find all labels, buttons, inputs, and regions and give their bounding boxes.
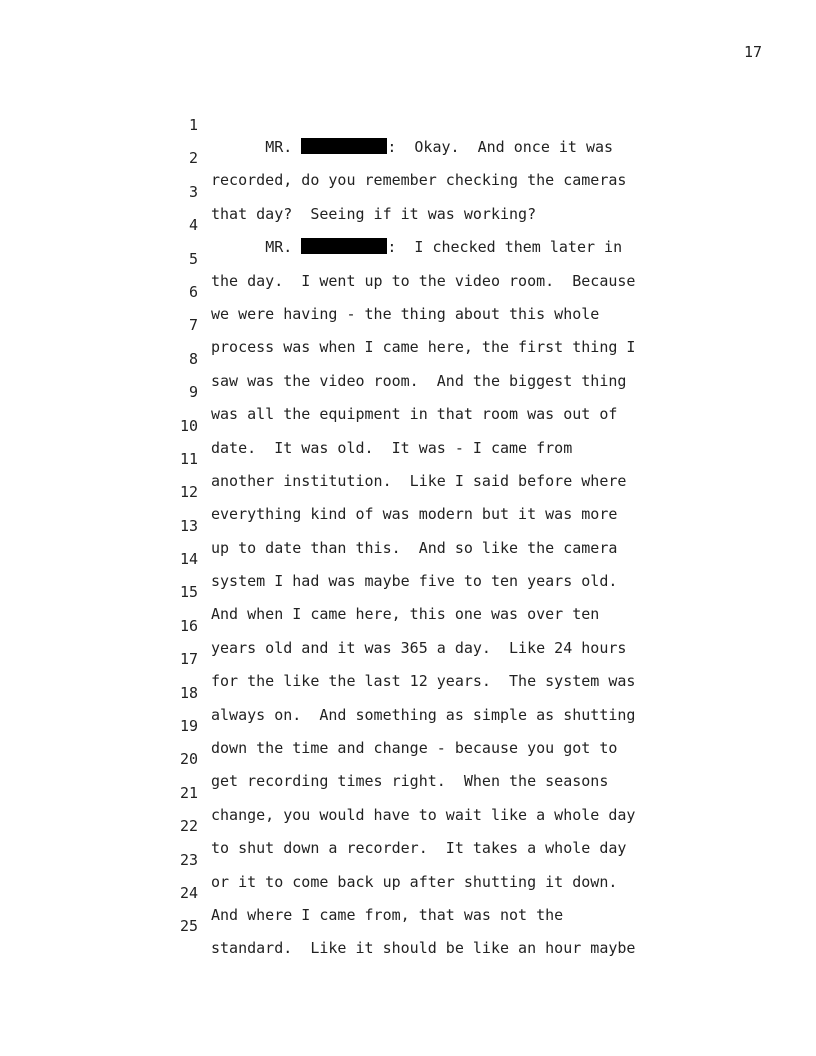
line-number: 7 <box>188 316 198 335</box>
transcript-line <box>0 726 816 791</box>
line-number: 22 <box>179 817 198 836</box>
line-text: always on. And something as simple as shutting <box>211 705 636 724</box>
line-number: 19 <box>179 717 198 736</box>
transcript-line <box>0 292 816 357</box>
transcript-line <box>0 793 816 858</box>
line-number: 23 <box>179 850 198 869</box>
transcript-line <box>0 559 816 624</box>
line-text: down the time and change - because you got to <box>211 739 618 758</box>
line-text: system I had was maybe five to ten years old. <box>211 572 618 591</box>
line-text: we were having - the thing about this whole <box>211 304 600 323</box>
page-number: 17 <box>743 43 762 61</box>
line-number: 9 <box>188 383 198 402</box>
transcript-line <box>0 359 816 424</box>
line-text: recorded, do you remember checking the cameras <box>211 171 627 190</box>
line-number: 2 <box>188 149 198 168</box>
line-text: get recording times right. When the seasons <box>211 772 609 791</box>
transcript-line <box>0 326 816 390</box>
transcript-line <box>0 693 816 758</box>
transcript-line <box>0 760 816 824</box>
line-text: years old and it was 365 a day. Like 24 hours <box>211 638 627 657</box>
line-number: 3 <box>188 182 198 201</box>
line-text: the day. I went up to the video room. Because <box>211 271 636 290</box>
line-text: to shut down a recorder. It takes a whole day <box>211 839 627 858</box>
line-number: 8 <box>188 349 198 368</box>
transcript-line <box>0 125 816 190</box>
transcript-line <box>0 259 816 323</box>
line-number: 4 <box>188 216 198 235</box>
transcript-line <box>0 827 816 891</box>
line-number: 20 <box>179 750 198 769</box>
line-number: 25 <box>179 917 198 936</box>
line-text: another institution. Like I said before where <box>211 471 627 490</box>
line-text: everything kind of was modern but it was more <box>211 505 618 524</box>
line-number: 1 <box>188 116 198 134</box>
transcript-line <box>0 393 816 457</box>
line-text: that day? Seeing if it was working? <box>211 204 537 223</box>
transcript-line <box>0 860 816 924</box>
line-text: saw was the video room. And the biggest thing <box>211 371 627 390</box>
line-content: : I checked them later in <box>387 238 623 257</box>
transcript-body <box>0 92 816 958</box>
transcript-line <box>0 626 816 691</box>
transcript-line <box>0 660 816 724</box>
speaker-prefix: MR. <box>265 138 293 156</box>
line-number: 14 <box>179 550 198 569</box>
line-number: 15 <box>179 583 198 602</box>
line-text: And when I came here, this one was over ten <box>211 605 600 624</box>
transcript-line <box>0 459 816 524</box>
transcript-line <box>0 426 816 490</box>
line-text: And where I came from, that was not the <box>211 905 564 924</box>
line-number: 17 <box>179 650 198 669</box>
line-number: 21 <box>179 783 198 802</box>
line-number: 6 <box>188 282 198 301</box>
line-text: standard. Like it should be like an hour maybe <box>211 939 636 958</box>
transcript-line <box>0 593 816 657</box>
transcript-line <box>0 493 816 557</box>
line-number: 16 <box>179 616 198 635</box>
transcript-line <box>0 92 816 156</box>
line-text: change, you would have to wait like a whole day <box>211 805 636 824</box>
line-text: was all the equipment in that room was out of <box>211 405 618 424</box>
transcript-line <box>0 526 816 591</box>
transcript-line <box>0 893 816 958</box>
transcript-line <box>0 159 816 223</box>
transcript-line <box>0 226 816 290</box>
line-text: or it to come back up after shutting it down. <box>211 872 618 891</box>
line-number: 18 <box>179 683 198 702</box>
line-text: for the like the last 12 years. The system was <box>211 672 636 691</box>
line-number: 10 <box>179 416 198 435</box>
line-text: date. It was old. It was - I came from <box>211 438 573 457</box>
line-text: up to date than this. And so like the camera <box>211 538 618 557</box>
transcript-line <box>0 192 816 257</box>
line-number: 13 <box>179 516 198 535</box>
line-content: : Okay. And once it was <box>387 138 614 156</box>
line-number: 5 <box>188 249 198 268</box>
line-number: 12 <box>179 483 198 502</box>
line-number: 11 <box>179 449 198 468</box>
speaker-prefix: MR. <box>265 238 293 257</box>
line-number: 24 <box>179 883 198 902</box>
line-text: process was when I came here, the first thing I <box>211 338 636 357</box>
